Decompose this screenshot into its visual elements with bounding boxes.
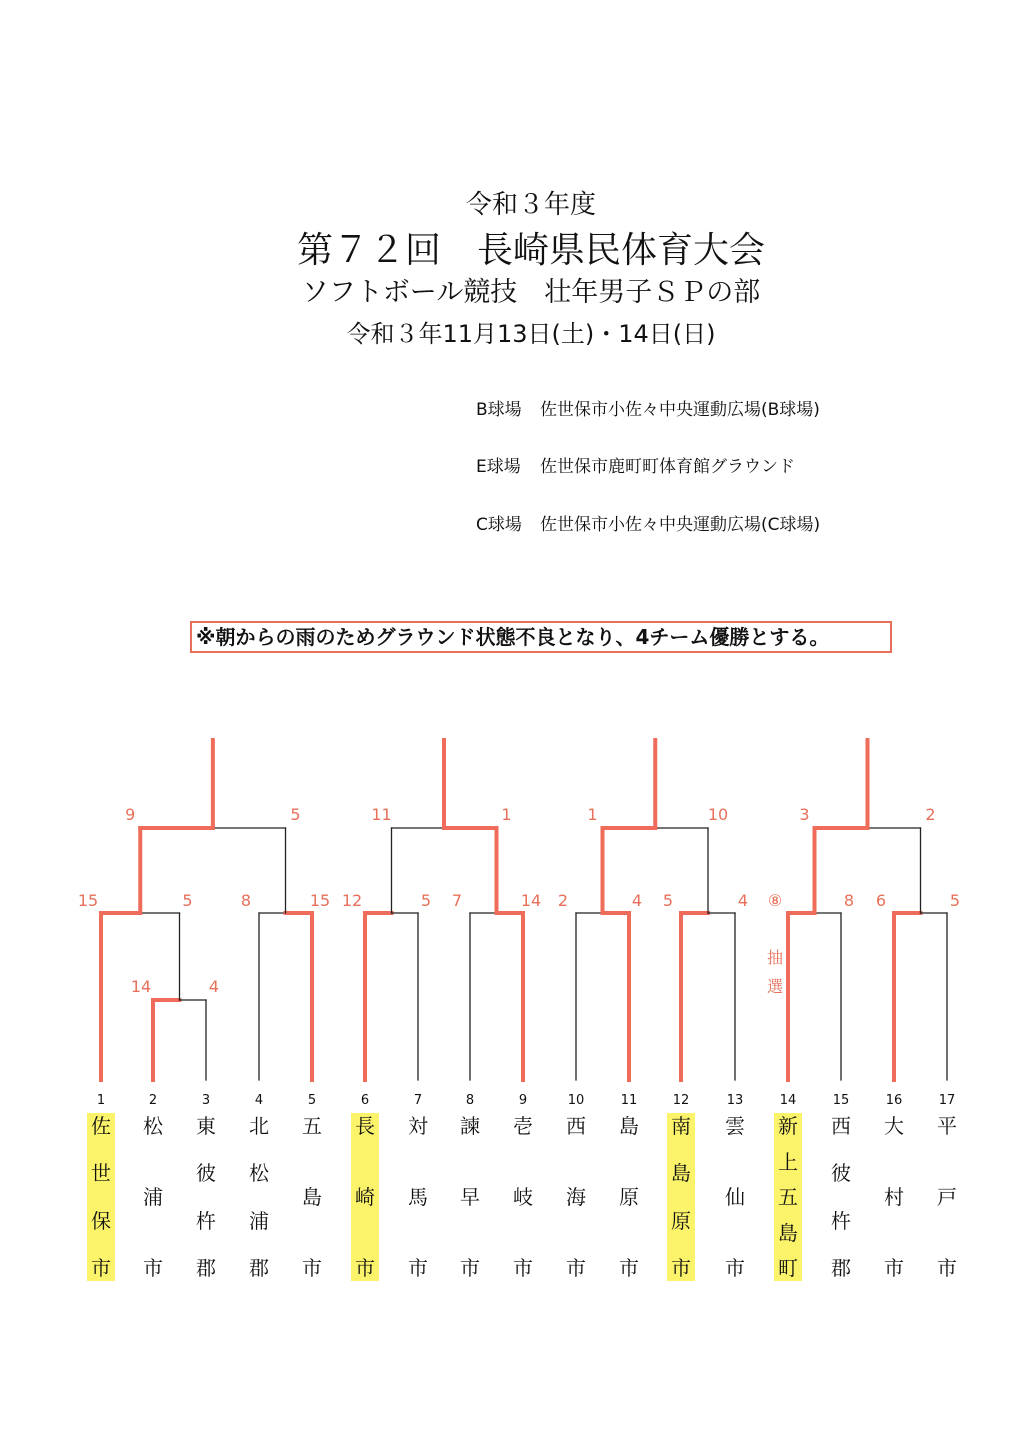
team-name bbox=[351, 1113, 379, 1281]
team-name-char: 仙 bbox=[725, 1185, 745, 1209]
score-label: 5 bbox=[290, 805, 301, 824]
team-number: 13 bbox=[726, 1093, 744, 1108]
lottery-label: 選 bbox=[766, 977, 784, 996]
team-name-char: 対 bbox=[408, 1114, 428, 1138]
score-label: 8 bbox=[240, 891, 252, 910]
score-label: 1 bbox=[501, 805, 512, 824]
team-name bbox=[456, 1113, 484, 1281]
team-name-char: 島 bbox=[671, 1161, 691, 1186]
score-label: 5 bbox=[182, 891, 193, 910]
team-name-char: 佐 bbox=[91, 1114, 111, 1138]
team-name-char: 杵 bbox=[196, 1208, 216, 1233]
team-name bbox=[139, 1113, 167, 1281]
team-number: 4 bbox=[254, 1093, 264, 1108]
score-label: 9 bbox=[125, 805, 136, 824]
score-label: 7 bbox=[451, 891, 463, 910]
score-label: 2 bbox=[925, 805, 936, 824]
team-number: 8 bbox=[465, 1093, 475, 1108]
team-name-char: 郡 bbox=[831, 1255, 851, 1280]
team-name bbox=[667, 1113, 695, 1281]
team-number: 17 bbox=[938, 1093, 956, 1108]
team-name-char: 世 bbox=[91, 1161, 111, 1186]
venue-code: C球場 bbox=[476, 515, 522, 535]
score-label: 15 bbox=[77, 891, 99, 910]
team-number: 7 bbox=[413, 1093, 423, 1108]
team-name bbox=[721, 1113, 749, 1281]
team-number: 2 bbox=[148, 1093, 158, 1108]
team-name-char: 早 bbox=[460, 1185, 480, 1209]
team-name-char: 松 bbox=[143, 1114, 163, 1138]
team-name-char: 雲 bbox=[725, 1114, 745, 1138]
team-name bbox=[880, 1113, 908, 1281]
page-title: 第７２回 長崎県民体育大会 bbox=[296, 230, 765, 271]
score-label: 3 bbox=[799, 805, 810, 824]
team-name bbox=[933, 1113, 961, 1281]
score-label: 4 bbox=[208, 977, 220, 996]
team-name-char: 上 bbox=[778, 1149, 798, 1174]
team-name-char: 市 bbox=[619, 1256, 639, 1280]
team-name-char: 市 bbox=[91, 1255, 111, 1280]
team-name bbox=[615, 1113, 643, 1281]
score-label: 2 bbox=[557, 891, 569, 910]
venue-code: E球場 bbox=[476, 457, 521, 477]
team-name-char: 原 bbox=[671, 1208, 691, 1233]
page-subtitle: ソフトボール競技 壮年男子ＳＰの部 bbox=[301, 277, 761, 308]
team-name bbox=[192, 1113, 220, 1281]
team-name-char: 彼 bbox=[831, 1161, 851, 1186]
team-name-char: 岐 bbox=[513, 1185, 533, 1209]
team-name-char: 平 bbox=[937, 1114, 957, 1138]
team-name bbox=[827, 1113, 855, 1281]
venue-name: 佐世保市鹿町町体育館グラウンド bbox=[540, 457, 795, 477]
notice-box: ※朝からの雨のためグラウンド状態不良となり、4チーム優勝とする。 bbox=[190, 621, 892, 653]
team-name bbox=[774, 1113, 802, 1281]
event-dates: 令和３年11月13日(土)・14日(日) bbox=[346, 320, 716, 348]
team-name bbox=[562, 1113, 590, 1281]
team-name-char: 市 bbox=[937, 1256, 957, 1280]
score-label: 4 bbox=[737, 891, 749, 910]
team-name-char: 崎 bbox=[355, 1185, 375, 1209]
team-number: 6 bbox=[360, 1093, 370, 1108]
team-number: 9 bbox=[518, 1093, 528, 1108]
venue-name: 佐世保市小佐々中央運動広場(B球場) bbox=[540, 400, 820, 420]
team-name-char: 長 bbox=[355, 1114, 375, 1138]
team-name-char: 市 bbox=[671, 1255, 691, 1280]
score-label: 14 bbox=[130, 977, 152, 996]
team-name bbox=[87, 1113, 115, 1281]
score-label: 11 bbox=[371, 805, 392, 824]
team-name-char: 市 bbox=[513, 1256, 533, 1280]
score-label: 1 bbox=[587, 805, 598, 824]
team-name-char: 南 bbox=[671, 1114, 691, 1138]
team-number: 15 bbox=[832, 1093, 850, 1108]
team-name-char: 馬 bbox=[408, 1185, 428, 1209]
venue-name: 佐世保市小佐々中央運動広場(C球場) bbox=[540, 515, 821, 535]
score-label: 12 bbox=[341, 891, 363, 910]
team-name-char: 市 bbox=[460, 1256, 480, 1280]
team-name-char: 浦 bbox=[249, 1208, 269, 1233]
team-number: 1 bbox=[96, 1093, 106, 1108]
team-name-char: 島 bbox=[302, 1185, 322, 1209]
score-label: 14 bbox=[520, 891, 542, 910]
team-name-char: 市 bbox=[143, 1256, 163, 1280]
score-label: 15 bbox=[309, 891, 331, 910]
lottery-label: 抽 bbox=[766, 948, 784, 967]
team-name bbox=[404, 1113, 432, 1281]
team-number: 5 bbox=[307, 1093, 317, 1108]
team-name-char: 村 bbox=[884, 1185, 904, 1209]
team-name-char: 市 bbox=[408, 1256, 428, 1280]
team-name-char: 大 bbox=[884, 1114, 904, 1138]
team-name-char: 市 bbox=[884, 1256, 904, 1280]
team-name-char: 郡 bbox=[249, 1255, 269, 1280]
team-name-char: 島 bbox=[778, 1220, 798, 1245]
team-number: 12 bbox=[672, 1093, 690, 1108]
team-name-char: 市 bbox=[355, 1256, 375, 1280]
team-name bbox=[245, 1113, 273, 1281]
team-name-char: 市 bbox=[566, 1256, 586, 1280]
team-name-char: 五 bbox=[778, 1185, 798, 1209]
team-name-char: 町 bbox=[778, 1256, 798, 1280]
score-label: 8 bbox=[843, 891, 855, 910]
team-number: 10 bbox=[567, 1093, 585, 1108]
team-name-char: 松 bbox=[249, 1161, 269, 1186]
score-label: ⑧ bbox=[767, 891, 783, 910]
team-name-char: 西 bbox=[831, 1114, 851, 1138]
team-name-char: 原 bbox=[619, 1185, 639, 1209]
team-name-char: 彼 bbox=[196, 1161, 216, 1186]
score-label: 5 bbox=[949, 891, 961, 910]
team-name-char: 北 bbox=[249, 1114, 269, 1138]
score-label: 6 bbox=[875, 891, 887, 910]
team-name-char: 杵 bbox=[831, 1208, 851, 1233]
team-name-char: 島 bbox=[619, 1114, 639, 1138]
venue-code: B球場 bbox=[476, 400, 522, 420]
team-number: 14 bbox=[779, 1093, 797, 1108]
team-name-char: 戸 bbox=[937, 1185, 957, 1209]
team-name-char: 壱 bbox=[513, 1114, 533, 1138]
team-name-char: 西 bbox=[566, 1114, 586, 1138]
team-number: 16 bbox=[885, 1093, 903, 1108]
team-name bbox=[298, 1113, 326, 1281]
team-number: 11 bbox=[620, 1093, 638, 1108]
score-label: 4 bbox=[631, 891, 643, 910]
team-name-char: 諫 bbox=[460, 1114, 480, 1138]
team-name-char: 新 bbox=[778, 1114, 798, 1138]
score-label: 5 bbox=[662, 891, 674, 910]
team-name-char: 海 bbox=[566, 1185, 586, 1209]
page-title-era: 令和３年度 bbox=[465, 190, 596, 220]
team-name-char: 東 bbox=[196, 1114, 216, 1138]
team-name-char: 五 bbox=[302, 1114, 322, 1138]
team-name-char: 郡 bbox=[196, 1255, 216, 1280]
team-name bbox=[509, 1113, 537, 1281]
team-name-char: 浦 bbox=[143, 1185, 163, 1209]
team-name-char: 市 bbox=[725, 1256, 745, 1280]
team-number: 3 bbox=[201, 1093, 211, 1108]
score-label: 10 bbox=[707, 805, 729, 824]
team-name-char: 保 bbox=[91, 1208, 111, 1233]
team-name-char: 市 bbox=[302, 1256, 322, 1280]
score-label: 5 bbox=[420, 891, 432, 910]
